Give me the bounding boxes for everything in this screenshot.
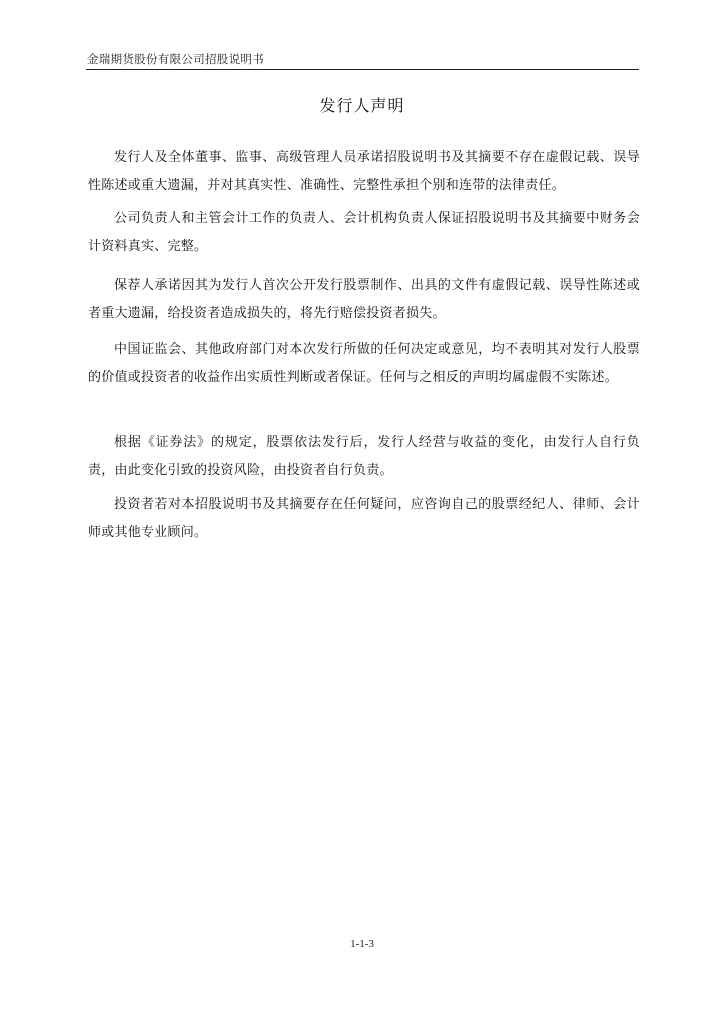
paragraph-4: 中国证监会、其他政府部门对本次发行所做的任何决定或意见，均不表明其对发行人股票的价值或投资者的收益作出实质性判断或者保证。任何与之相反的声明均属虚假不实陈述。 — [88, 342, 640, 385]
paragraph-2: 公司负责人和主管会计工作的负责人、会计机构负责人保证招股说明书及其摘要中财务会计资料真实、完整。 — [88, 211, 640, 254]
paragraph-5: 根据《证券法》的规定，股票依法发行后，发行人经营与收益的变化，由发行人自行负责，由此变化引致的投资风险，由投资者自行负责。 — [88, 435, 640, 478]
page-number: 1-1-3 — [350, 938, 374, 950]
page-header — [86, 50, 639, 70]
header-company-title: 金瑞期货股份有限公司招股说明书 — [87, 52, 264, 66]
paragraph-6: 投资者若对本招股说明书及其摘要存在任何疑问，应咨询自己的股票经纪人、律师、会计师或其他专业顾问。 — [88, 497, 640, 540]
paragraph-1: 发行人及全体董事、监事、高级管理人员承诺招股说明书及其摘要不存在虚假记载、误导性陈述或重大遗漏，并对其真实性、准确性、完整性承担个别和连带的法律责任。 — [88, 150, 640, 193]
page-title: 发行人声明 — [319, 96, 405, 115]
paragraph-3: 保荐人承诺因其为发行人首次公开发行股票制作、出具的文件有虚假记载、误导性陈述或者重大遗漏，给投资者造成损失的，将先行赔偿投资者损失。 — [88, 278, 640, 321]
